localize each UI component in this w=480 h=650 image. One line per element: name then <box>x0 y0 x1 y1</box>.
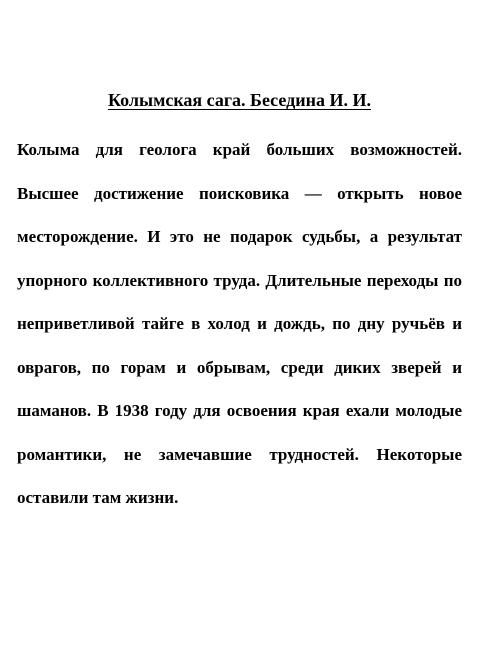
document-paragraph: Колыма для геолога край больших возможностей. Высшее достижение поисковика — открыть новое месторождение. И это не подарок судьбы, а результат упорного коллективного труда. Длительные переходы по неприветливой тайге в холод и дождь, по дну ручьёв и оврагов, по горам и обрывам, среди диких зверей и шаманов. В 1938 году для освоения края ехали молодые романтики, не замечавшие трудностей. Некоторые оставили там жизни. <box>17 140 462 507</box>
document-title: Колымская сага. Беседина И. И. <box>108 90 371 110</box>
